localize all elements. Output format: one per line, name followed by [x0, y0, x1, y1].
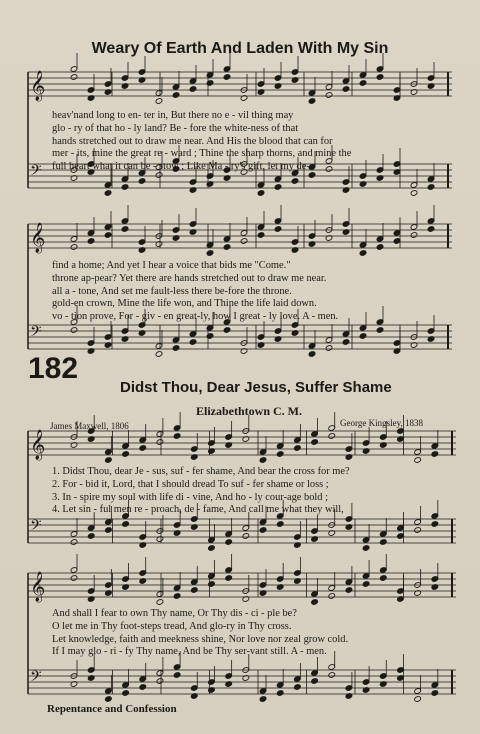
- lyric-line: 2. For - bid it, Lord, that I should dread To suf - fer shame or loss ;: [52, 478, 329, 490]
- lyric-line: 3. In - spire my soul with life di - vine, And ho - ly cour-age bold ;: [52, 491, 328, 503]
- note-head: [376, 74, 384, 81]
- note-head: [139, 445, 147, 452]
- note-head: [308, 351, 316, 358]
- lyric-line: 4. Let sin - ful men re - proach, de - fame, And call me what they will,: [52, 504, 344, 516]
- lyric-line: O let me in Thy foot-steps tread, And glo-ry in Thy cross.: [52, 620, 292, 632]
- note-head: [242, 533, 250, 540]
- lyric-line: heav'nand long to en- ter in, But there no e - vil thing may: [52, 110, 294, 121]
- note-head: [294, 684, 302, 691]
- section-footer: Repentance and Confession: [47, 703, 177, 715]
- note-head: [104, 190, 112, 197]
- note-head: [223, 327, 231, 334]
- note-head: [274, 184, 282, 191]
- note-head: [376, 244, 384, 251]
- note-head: [291, 178, 299, 185]
- hymn-title-weary: Weary Of Earth And Laden With My Sin: [91, 40, 389, 57]
- note-head: [414, 696, 422, 703]
- note-head: [294, 445, 302, 452]
- lyric-line: 1. Didst Thou, dear Je - sus, suf - fer shame, And bear the cross for me?: [52, 466, 350, 477]
- note-head: [70, 244, 78, 251]
- treble-clef-icon: 𝄞: [30, 572, 46, 602]
- note-head: [206, 80, 214, 87]
- hymn-title-didst: Didst Thou, Dear Jesus, Suffer Shame: [120, 379, 392, 396]
- note-head: [376, 327, 384, 334]
- note-head: [70, 327, 78, 334]
- bass-clef-icon: 𝄢: [30, 668, 42, 689]
- lyric-line: throne ap-pear? Yet there are hands stretched out to draw me near.: [52, 272, 327, 284]
- author-credit: James Maxwell, 1806: [50, 421, 129, 431]
- note-head: [105, 457, 113, 464]
- lyric-line: vo - tion prove, For - giv - en great-ly, how I great - ly love. A - men.: [52, 311, 339, 323]
- lyric-line: hands stretched out to draw me near. And His the blood that can for: [52, 135, 333, 147]
- note-head: [225, 575, 233, 582]
- note-head: [173, 672, 181, 679]
- note-head: [173, 593, 181, 600]
- treble-clef-icon: 𝄞: [30, 223, 46, 253]
- note-head: [156, 678, 164, 685]
- hymn1-lyrics-system1: [52, 110, 452, 174]
- lyric-line: full heart what it can be - stow ; Like Ma - ry's gift, let my de-: [52, 161, 310, 173]
- note-head: [105, 527, 113, 534]
- note-head: [311, 678, 319, 685]
- note-head: [362, 581, 370, 588]
- note-head: [311, 439, 319, 446]
- note-head: [189, 339, 197, 346]
- note-head: [208, 581, 216, 588]
- note-head: [121, 184, 129, 191]
- note-head: [259, 457, 267, 464]
- note-head: [206, 250, 214, 257]
- note-head: [276, 451, 284, 458]
- note-head: [172, 345, 180, 352]
- note-head: [122, 690, 130, 697]
- note-head: [257, 190, 265, 197]
- note-head: [414, 457, 422, 464]
- lyric-line: Let knowledge, faith and meekness shine, Nor love nor zeal grow cold.: [52, 633, 349, 645]
- note-head: [328, 433, 336, 440]
- note-head: [414, 527, 422, 534]
- note-head: [325, 345, 333, 352]
- note-head: [427, 184, 435, 191]
- note-head: [155, 351, 163, 358]
- note-head: [431, 451, 439, 458]
- bass-clef-icon: 𝄢: [30, 162, 42, 183]
- bass-clef-icon: 𝄢: [30, 517, 42, 538]
- lyric-line: mer - its, mine the great re - ward ; Thine the sharp thorns, and mine the: [52, 148, 352, 160]
- note-head: [87, 238, 95, 245]
- note-head: [431, 521, 439, 528]
- note-head: [410, 232, 418, 239]
- lyric-line: gold-en crown, Mine the life won, and Thine the life laid down.: [52, 298, 317, 310]
- lyric-line: glo - ry of that ho - ly land? Be - fore the white-ness of that: [52, 122, 299, 134]
- hymn1-lyrics-system2: [52, 260, 452, 324]
- note-head: [274, 226, 282, 233]
- note-head: [427, 226, 435, 233]
- note-head: [328, 672, 336, 679]
- note-head: [379, 575, 387, 582]
- composer-credit: George Kingsley, 1838: [340, 418, 423, 428]
- staff-treble: [28, 205, 452, 256]
- staff-treble: [28, 53, 452, 104]
- hymn2-lyrics-system1: [52, 466, 452, 517]
- lyric-line: all a - tone, And set me fault-less there be-fore the throne.: [52, 285, 292, 297]
- note-head: [359, 250, 367, 257]
- note-head: [431, 690, 439, 697]
- note-head: [155, 98, 163, 105]
- bass-clef-icon: 𝄢: [30, 323, 42, 344]
- note-head: [121, 226, 129, 233]
- lyric-line: And shall I fear to own Thy name, Or Thy dis - ci - ple be?: [52, 608, 297, 619]
- note-head: [70, 539, 78, 546]
- note-head: [70, 575, 78, 582]
- note-head: [139, 684, 147, 691]
- note-head: [70, 74, 78, 81]
- note-head: [189, 86, 197, 93]
- lyric-line: find a home; And yet I hear a voice that bids me "Come.": [52, 260, 291, 271]
- note-head: [208, 545, 216, 552]
- note-head: [223, 74, 231, 81]
- treble-clef-icon: 𝄞: [30, 430, 46, 460]
- note-head: [87, 533, 95, 540]
- note-head: [359, 80, 367, 87]
- note-head: [379, 539, 387, 546]
- hymn-number: 182: [28, 352, 79, 385]
- note-head: [104, 232, 112, 239]
- hymn2-lyrics-system2: [52, 608, 452, 659]
- note-head: [156, 599, 164, 606]
- note-head: [173, 433, 181, 440]
- note-head: [276, 690, 284, 697]
- note-head: [259, 696, 267, 703]
- note-head: [225, 539, 233, 546]
- note-head: [122, 521, 130, 528]
- note-head: [138, 178, 146, 185]
- note-head: [311, 599, 319, 606]
- note-head: [105, 696, 113, 703]
- note-head: [206, 333, 214, 340]
- note-head: [190, 587, 198, 594]
- treble-clef-icon: 𝄞: [30, 71, 46, 101]
- note-head: [362, 545, 370, 552]
- note-head: [342, 339, 350, 346]
- note-head: [410, 190, 418, 197]
- note-head: [156, 439, 164, 446]
- note-head: [342, 86, 350, 93]
- note-head: [172, 92, 180, 99]
- note-head: [276, 521, 284, 528]
- note-head: [308, 98, 316, 105]
- note-head: [257, 232, 265, 239]
- note-head: [240, 238, 248, 245]
- note-head: [259, 527, 267, 534]
- note-head: [325, 92, 333, 99]
- note-head: [359, 333, 367, 340]
- tune-name: Elizabethtown C. M.: [196, 404, 302, 418]
- lyric-line: If I may glo - ri - fy Thy name, And be Thy ser-vant still. A - men.: [52, 646, 327, 658]
- note-head: [328, 593, 336, 600]
- note-head: [345, 587, 353, 594]
- note-head: [122, 451, 130, 458]
- note-head: [223, 244, 231, 251]
- staff-treble: [28, 554, 456, 605]
